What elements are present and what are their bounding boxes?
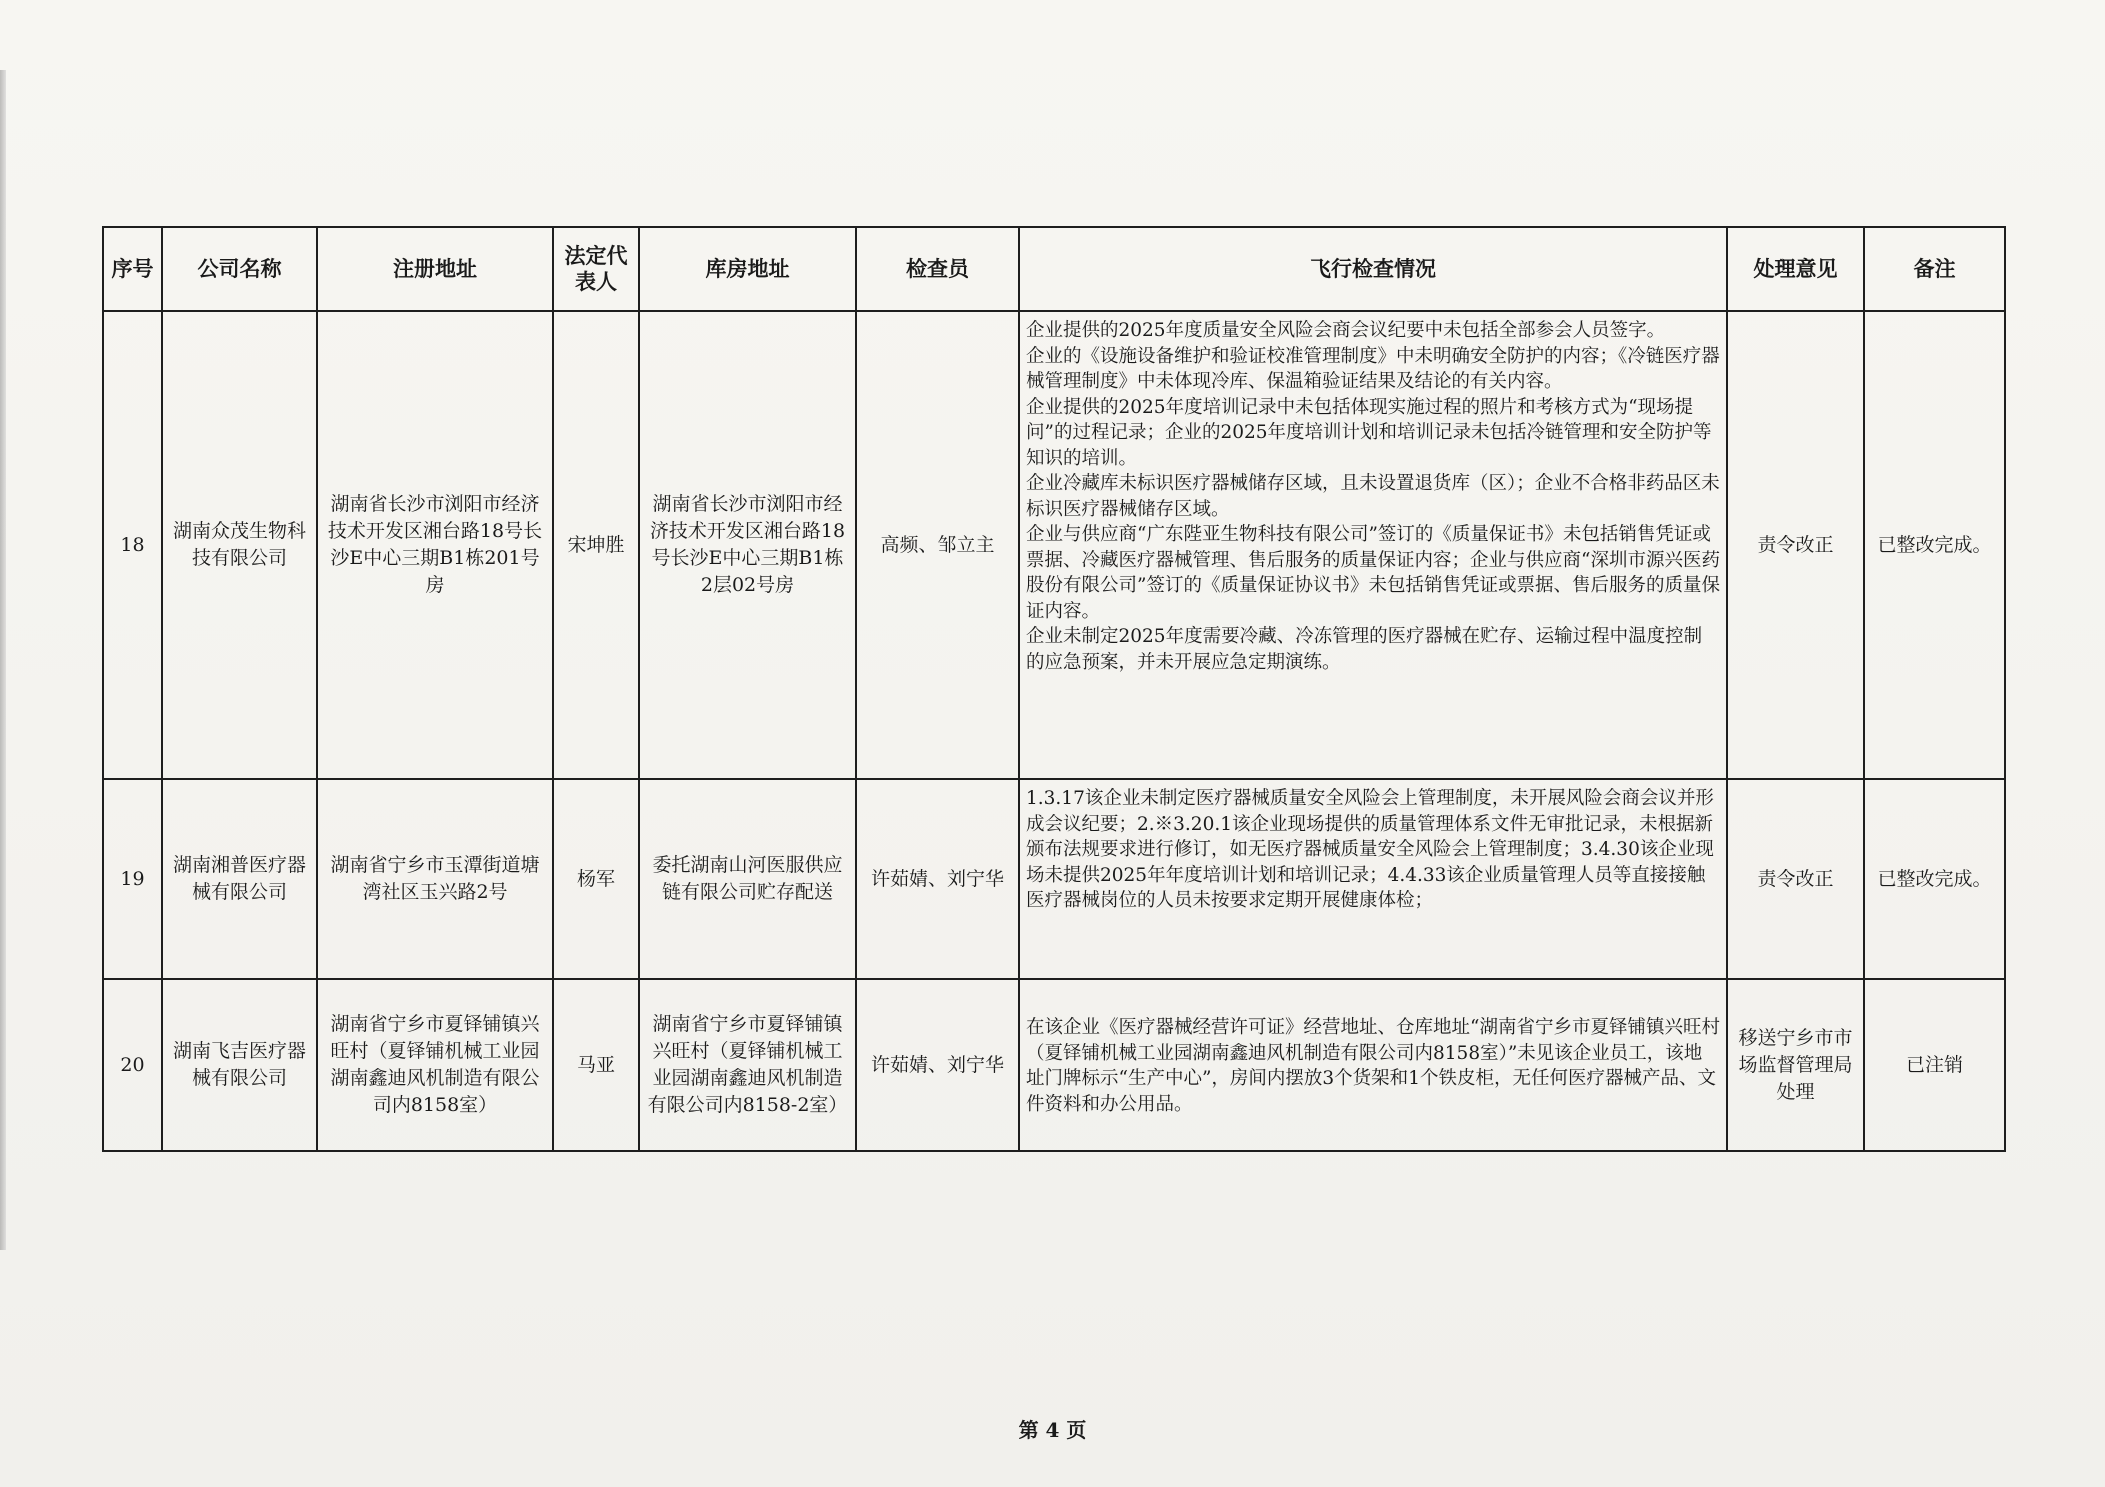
table-row bbox=[103, 311, 2005, 779]
header-reg-address: 注册地址 bbox=[317, 227, 553, 311]
table-row bbox=[103, 779, 2005, 979]
handling-opinion: 移送宁乡市市场监督管理局处理 bbox=[1727, 979, 1864, 1151]
company-name: 湖南众茂生物科技有限公司 bbox=[162, 311, 317, 779]
header-warehouse: 库房地址 bbox=[639, 227, 856, 311]
registered-address: 湖南省宁乡市玉潭街道塘湾社区玉兴路2号 bbox=[317, 779, 553, 979]
company-name: 湖南湘普医疗器械有限公司 bbox=[162, 779, 317, 979]
finding-item: 企业提供的2025年度质量安全风险会商会议纪要中未包括全部参会人员签字。 bbox=[1026, 320, 1666, 341]
inspectors: 许茹婧、刘宁华 bbox=[856, 779, 1019, 979]
legal-representative: 杨军 bbox=[553, 779, 639, 979]
handling-opinion: 责令改正 bbox=[1727, 311, 1864, 779]
registered-address: 湖南省宁乡市夏铎铺镇兴旺村（夏铎铺机械工业园湖南鑫迪风机制造有限公司内8158室） bbox=[317, 979, 553, 1151]
header-handling: 处理意见 bbox=[1727, 227, 1864, 311]
legal-representative: 宋坤胜 bbox=[553, 311, 639, 779]
page-number: 第 4 页 bbox=[1018, 1418, 1087, 1442]
inspectors: 许茹婧、刘宁华 bbox=[856, 979, 1019, 1151]
finding-item: 在该企业《医疗器械经营许可证》经营地址、仓库地址“湖南省宁乡市夏铎铺镇兴旺村（夏铎铺机械工业园湖南鑫迪风机制造有限公司内8158室）”未见该企业员工，该地址门牌标示“生产中心”，房间内摆放3个货架和1个铁皮柜，无任何医疗器械产品、文件资料和办公用品。 bbox=[1026, 1017, 1720, 1115]
warehouse-address: 湖南省长沙市浏阳市经济技术开发区湘台路18号长沙E中心三期B1栋2层02号房 bbox=[639, 311, 856, 779]
finding-item: 企业与供应商“广东陛亚生物科技有限公司”签订的《质量保证书》未包括销售凭证或票据、冷藏医疗器械管理、售后服务的质量保证内容；企业与供应商“深圳市源兴医药股份有限公司”签订的《质量保证协议书》未包括销售凭证或票据、售后服务的质量保证内容。 bbox=[1026, 524, 1720, 622]
header-remark: 备注 bbox=[1864, 227, 2005, 311]
inspectors: 高频、邹立主 bbox=[856, 311, 1019, 779]
row-no: 19 bbox=[103, 779, 162, 979]
finding-item: 1.3.17该企业未制定医疗器械质量安全风险会上管理制度，未开展风险会商会议并形成会议纪要；2.※3.20.1该企业现场提供的质量管理体系文件无审批记录，未根据新颁布法规要求进行修订，如无医疗器械质量安全风险会上管理制度；3.4.30该企业现场未提供2025年年度培训计划和培训记录；4.4.33该企业质量管理人员等直接接触医疗器械岗位的人员未按要求定期开展健康体检； bbox=[1026, 788, 1714, 911]
inspection-findings bbox=[1019, 311, 1727, 779]
remark: 已整改完成。 bbox=[1864, 779, 2005, 979]
finding-item: 企业冷藏库未标识医疗器械储存区域，且未设置退货库（区）；企业不合格非药品区未标识医疗器械储存区域。 bbox=[1026, 473, 1720, 520]
handling-opinion: 责令改正 bbox=[1727, 779, 1864, 979]
company-name: 湖南飞吉医疗器械有限公司 bbox=[162, 979, 317, 1151]
warehouse-address: 委托湖南山河医服供应链有限公司贮存配送 bbox=[639, 779, 856, 979]
header-company: 公司名称 bbox=[162, 227, 317, 311]
table-row bbox=[103, 979, 2005, 1151]
header-legal-rep: 法定代表人 bbox=[553, 227, 639, 311]
warehouse-address: 湖南省宁乡市夏铎铺镇兴旺村（夏铎铺机械工业园湖南鑫迪风机制造有限公司内8158-2室） bbox=[639, 979, 856, 1151]
inspection-table bbox=[102, 226, 2006, 1152]
row-no: 20 bbox=[103, 979, 162, 1151]
finding-item: 企业未制定2025年度需要冷藏、冷冻管理的医疗器械在贮存、运输过程中温度控制的应急预案，并未开展应急定期演练。 bbox=[1026, 626, 1703, 673]
remark: 已注销 bbox=[1864, 979, 2005, 1151]
header-inspectors: 检查员 bbox=[856, 227, 1019, 311]
finding-item: 企业提供的2025年度培训记录中未包括体现实施过程的照片和考核方式为“现场提问”的过程记录；企业的2025年度培训计划和培训记录未包括冷链管理和安全防护等知识的培训。 bbox=[1026, 396, 1712, 469]
table-header-row bbox=[103, 227, 2005, 311]
remark: 已整改完成。 bbox=[1864, 311, 2005, 779]
header-findings: 飞行检查情况 bbox=[1019, 227, 1727, 311]
row-no: 18 bbox=[103, 311, 162, 779]
header-no: 序号 bbox=[103, 227, 162, 311]
finding-item: 企业的《设施设备维护和验证校准管理制度》中未明确安全防护的内容；《冷链医疗器械管理制度》中未体现冷库、保温箱验证结果及结论的有关内容。 bbox=[1026, 345, 1720, 392]
legal-representative: 马亚 bbox=[553, 979, 639, 1151]
inspection-findings bbox=[1019, 979, 1727, 1151]
registered-address: 湖南省长沙市浏阳市经济技术开发区湘台路18号长沙E中心三期B1栋201号房 bbox=[317, 311, 553, 779]
inspection-findings bbox=[1019, 779, 1727, 979]
scan-edge-shadow bbox=[0, 70, 6, 1250]
